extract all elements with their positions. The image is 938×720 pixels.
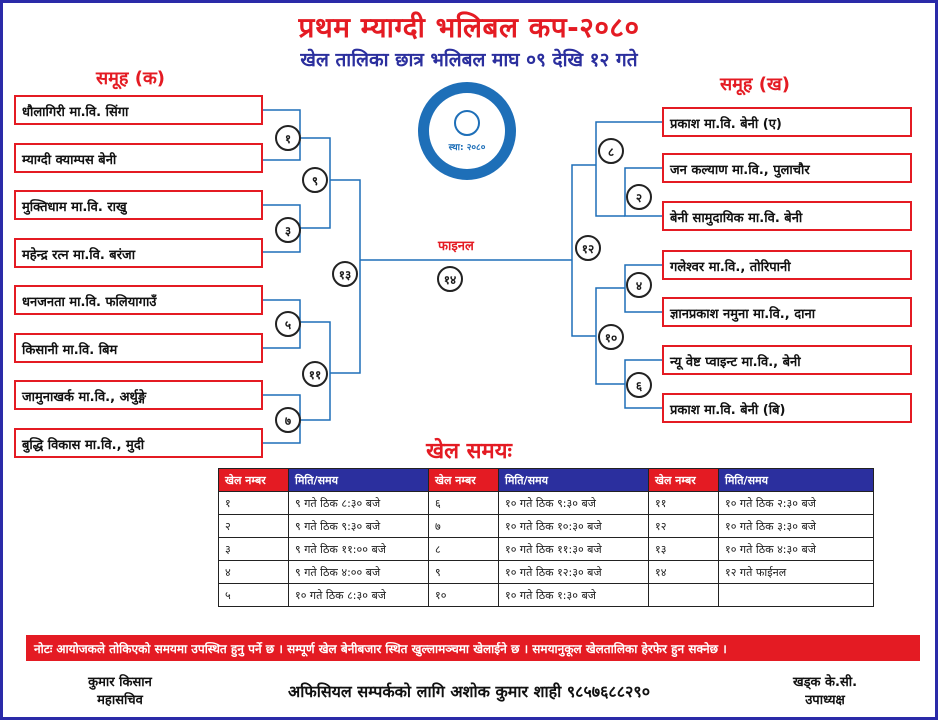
team-b-3: बेनी सामुदायिक मा.वि. बेनी xyxy=(662,201,912,231)
group-b-heading: समूह (ख) xyxy=(720,74,790,95)
vice-president-signature xyxy=(760,672,890,708)
volleyball-icon xyxy=(454,110,480,136)
team-b-2: जन कल्याण मा.वि., पुलाचौर xyxy=(662,153,912,183)
secretary-title: महासचिव xyxy=(97,693,143,708)
association-logo xyxy=(418,82,516,180)
team-a-8: बुद्धि विकास मा.वि., मुदी xyxy=(14,428,263,458)
table-cell xyxy=(719,584,874,607)
secretary-name: कुमार किसान xyxy=(88,675,152,690)
logo-year-text: स्था: २०८० xyxy=(448,142,486,153)
team-a-1: धौलागिरी मा.वि. सिंगा xyxy=(14,95,263,125)
table-row xyxy=(219,561,874,584)
col-header-match-no: खेल नम्बर xyxy=(429,469,499,492)
schedule-table xyxy=(218,468,874,607)
match-3-badge: ३ xyxy=(275,217,301,243)
team-a-7: जामुनाखर्क मा.वि., अर्थुङ्गे xyxy=(14,380,263,410)
table-cell: १० गते ठिक ४:३० बजे xyxy=(719,538,874,561)
table-cell: ९ गते ठिक ११:०० बजे xyxy=(289,538,429,561)
final-label: फाइनल xyxy=(438,239,474,254)
match-10-badge: १० xyxy=(598,324,624,350)
table-row xyxy=(219,492,874,515)
note-banner: नोटः आयोजकले तोकिएको समयमा उपस्थित हुनु पर्ने छ । सम्पूर्ण खेल बेनीबजार स्थित खुल्लामञ्चमा खेलाईने छ । समयानुकूल खेलतालिका हेरफेर हुन सक्नेछ । xyxy=(26,635,920,661)
table-cell: १० गते ठिक ८:३० बजे xyxy=(289,584,429,607)
match-13-badge: १३ xyxy=(332,261,358,287)
table-cell: १ xyxy=(219,492,289,515)
col-header-datetime: मिति/समय xyxy=(289,469,429,492)
table-cell: १० गते ठिक ९:३० बजे xyxy=(499,492,649,515)
match-2-badge: २ xyxy=(626,184,652,210)
table-cell: १२ गते फाईनल xyxy=(719,561,874,584)
team-b-6: न्यू वेष्ट प्वाइन्ट मा.वि., बेनी xyxy=(662,345,912,375)
table-cell: ८ xyxy=(429,538,499,561)
table-cell: १० गते ठिक २:३० बजे xyxy=(719,492,874,515)
team-a-3: मुक्तिधाम मा.वि. राखु xyxy=(14,190,263,220)
table-cell: ९ गते ठिक ४:०० बजे xyxy=(289,561,429,584)
team-b-5: ज्ञानप्रकाश नमुना मा.वि., दाना xyxy=(662,297,912,327)
match-12-badge: १२ xyxy=(575,235,601,261)
table-cell: ३ xyxy=(219,538,289,561)
table-cell: ४ xyxy=(219,561,289,584)
team-b-7: प्रकाश मा.वि. बेनी (बि) xyxy=(662,393,912,423)
table-cell: ५ xyxy=(219,584,289,607)
table-cell: १० गते ठिक ३:३० बजे xyxy=(719,515,874,538)
table-row xyxy=(219,584,874,607)
contact-line: अफिसियल सम्पर्कको लागि अशोक कुमार शाही ९८५७६८८२९० xyxy=(287,682,651,701)
table-cell: ९ गते ठिक ८:३० बजे xyxy=(289,492,429,515)
schedule-header-row xyxy=(219,469,874,492)
group-a-heading: समूह (क) xyxy=(96,68,166,89)
match-8-badge: ८ xyxy=(598,138,624,164)
team-b-4: गलेश्वर मा.वि., तोरिपानी xyxy=(662,250,912,280)
table-cell: ९ xyxy=(429,561,499,584)
team-a-4: महेन्द्र रत्न मा.वि. बरंजा xyxy=(14,238,263,268)
table-cell: १० गते ठिक १०:३० बजे xyxy=(499,515,649,538)
table-row xyxy=(219,515,874,538)
page-subtitle: खेल तालिका छात्र भलिबल माघ ०९ देखि १२ गते xyxy=(300,49,638,71)
table-cell: १३ xyxy=(649,538,719,561)
table-cell: ११ xyxy=(649,492,719,515)
col-header-datetime: मिति/समय xyxy=(719,469,874,492)
vice-president-name: खड्क के.सी. xyxy=(792,675,858,690)
col-header-datetime: मिति/समय xyxy=(499,469,649,492)
vice-president-title: उपाध्यक्ष xyxy=(805,693,845,708)
match-6-badge: ६ xyxy=(626,372,652,398)
page-title: प्रथम म्याग्दी भलिबल कप-२०८० xyxy=(298,11,640,44)
match-14-badge: १४ xyxy=(437,266,463,292)
team-a-6: किसानी मा.वि. बिम xyxy=(14,333,263,363)
col-header-match-no: खेल नम्बर xyxy=(649,469,719,492)
team-a-2: म्याग्दी क्याम्पस बेनी xyxy=(14,143,263,173)
table-cell: १४ xyxy=(649,561,719,584)
table-cell: ९ गते ठिक ९:३० बजे xyxy=(289,515,429,538)
match-4-badge: ४ xyxy=(626,272,652,298)
col-header-match-no: खेल नम्बर xyxy=(219,469,289,492)
table-cell: १० xyxy=(429,584,499,607)
table-cell: १० गते ठिक १:३० बजे xyxy=(499,584,649,607)
table-cell: ६ xyxy=(429,492,499,515)
table-row xyxy=(219,538,874,561)
table-cell: १० गते ठिक १२:३० बजे xyxy=(499,561,649,584)
team-a-5: धनजनता मा.वि. फलियागाउँ xyxy=(14,285,263,315)
schedule-title: खेल समयः xyxy=(426,439,512,464)
match-5-badge: ५ xyxy=(275,311,301,337)
match-1-badge: १ xyxy=(275,125,301,151)
table-cell: १२ xyxy=(649,515,719,538)
table-cell: २ xyxy=(219,515,289,538)
team-b-1: प्रकाश मा.वि. बेनी (ए) xyxy=(662,107,912,137)
table-cell xyxy=(649,584,719,607)
table-cell: १० गते ठिक ११:३० बजे xyxy=(499,538,649,561)
match-11-badge: ११ xyxy=(302,361,328,387)
match-7-badge: ७ xyxy=(275,407,301,433)
logo-inner xyxy=(429,93,505,169)
table-cell: ७ xyxy=(429,515,499,538)
match-9-badge: ९ xyxy=(302,167,328,193)
